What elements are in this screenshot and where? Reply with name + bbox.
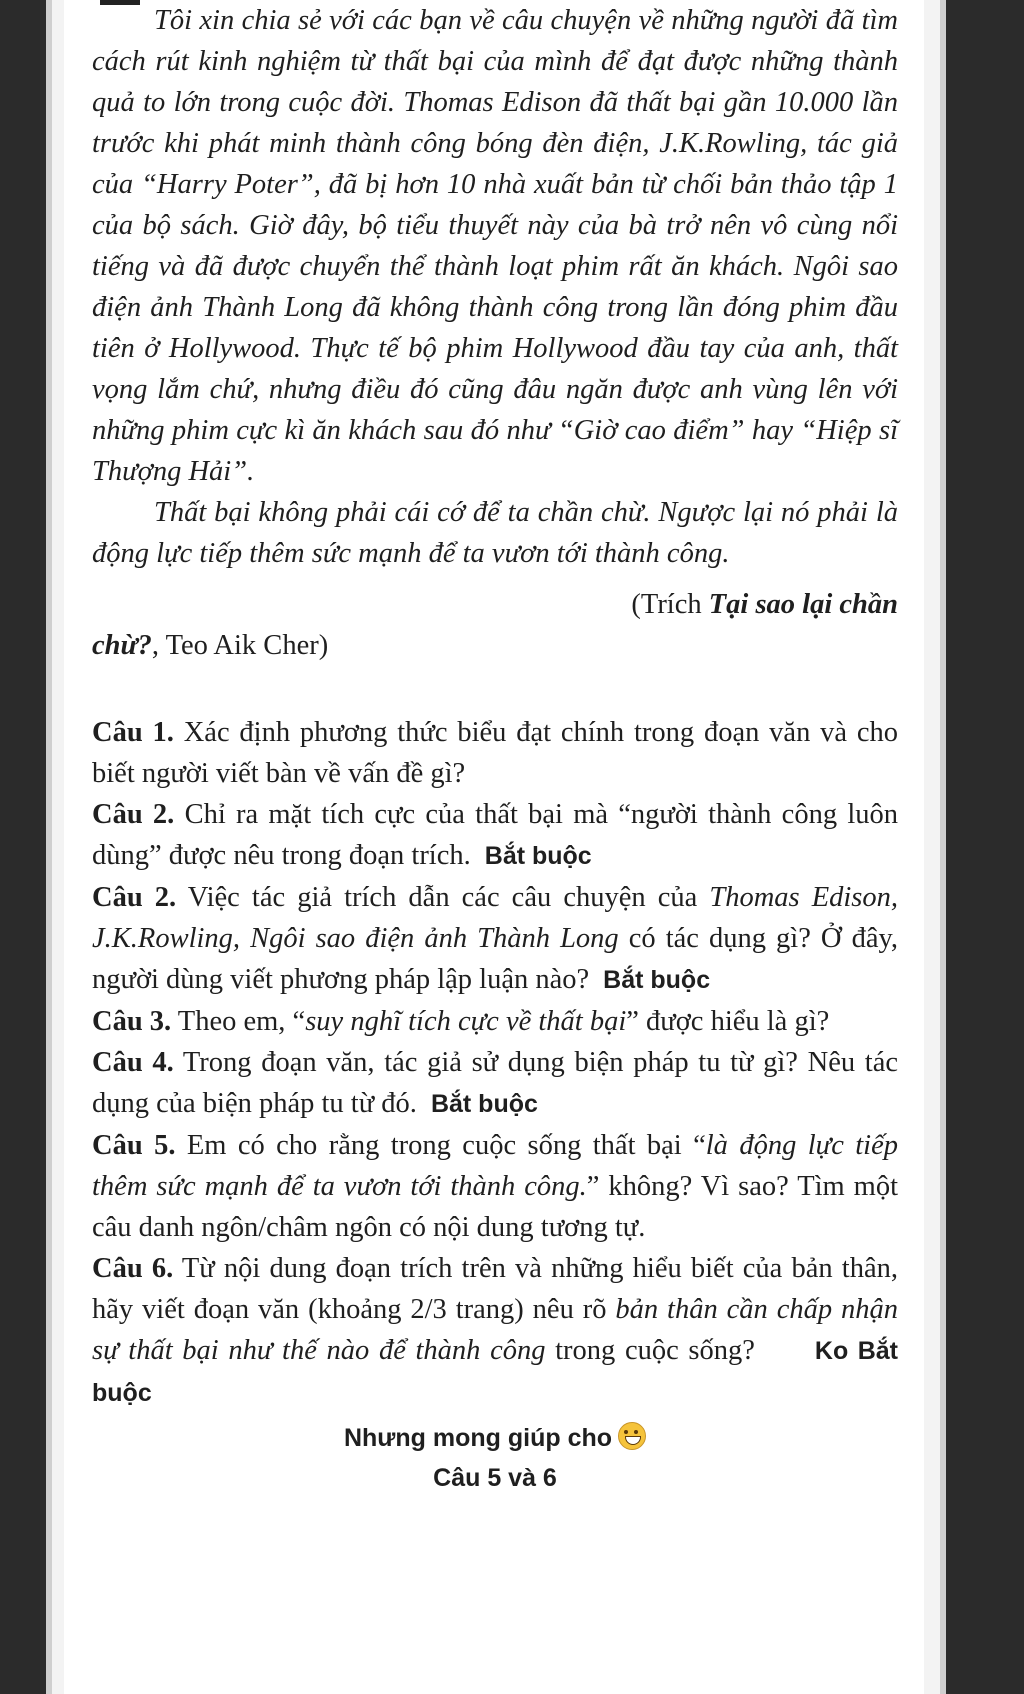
- optional-tag: Ko Bắt buộc: [92, 1337, 898, 1407]
- citation-title-part2: chừ?: [92, 630, 152, 661]
- spacer: [92, 666, 898, 712]
- citation-line-1: [92, 584, 898, 625]
- handwritten-note: [92, 1418, 898, 1498]
- note-line-1: Nhưng mong giúp cho: [92, 1418, 898, 1458]
- question-1: Câu 1. Xác định phương thức biểu đạt chính trong đoạn văn và cho biết người viết bàn về vấn đề gì?: [92, 717, 899, 789]
- passage-paragraph-1: Tôi xin chia sẻ với các bạn về câu chuyện về những người đã tìm cách rút kinh nghiệm từ thất bại của mình để đạt được những thành quả to lớn trong cuộc đời. Thomas Edison đã thất bại gần 10.000 lần trước khi phát minh thành công bóng đèn điện, J.K.Rowling, tác giả của “Harry Poter”, đã bị hơn 10 nhà xuất bản từ chối bản thảo tập 1 của bộ sách. Giờ đây, bộ tiểu thuyết này của bà trở nên vô cùng nổi tiếng và đã được chuyển thể thành loạt phim rất ăn khách. Ngôi sao điện ảnh Thành Long đã không thành công trong lần đóng phim đầu tiên ở Hollywood. Thực tế bộ phim Hollywood đầu tay của anh, thất vọng lắm chứ, nhưng điều đó cũng đâu ngăn được anh vùng lên với những phim cực kì ăn khách sau đó như “Giờ cao điểm” hay “Hiệp sĩ Thượng Hải”.: [92, 5, 898, 487]
- question-6: Câu 6. Từ nội dung đoạn trích trên và những hiểu biết của bản thân, hãy viết đoạn văn (khoảng 2/3 trang) nêu rõ bản thân cần chấp nhận sự thất bại như thế nào để thành công trong cuộc sống? Ko Bắt buộc: [92, 1253, 899, 1407]
- grinning-face-icon: [618, 1422, 646, 1450]
- left-photo-border: [0, 0, 64, 1694]
- right-photo-border: [924, 0, 1024, 1694]
- question-4: Câu 4. Trong đoạn văn, tác giả sử dụng biện pháp tu từ gì? Nêu tác dụng của biện pháp tu từ đó. Bắt buộc: [92, 1047, 898, 1119]
- required-tag: Bắt buộc: [603, 966, 711, 994]
- required-tag: Bắt buộc: [430, 1090, 538, 1118]
- document-page: [92, 0, 898, 1498]
- question-2a: Câu 2. Chỉ ra mặt tích cực của thất bại mà “người thành công luôn dùng” được nêu trong đoạn trích. Bắt buộc: [92, 799, 898, 871]
- passage-paragraph-2: Thất bại không phải cái cớ để ta chần chừ. Ngược lại nó phải là động lực tiếp thêm sức mạnh để ta vươn tới thành công.: [92, 497, 898, 569]
- question-3: Câu 3. Theo em, “suy nghĩ tích cực về thất bại” được hiểu là gì?: [92, 1006, 830, 1037]
- citation-line-2: [92, 625, 898, 666]
- citation-title-part1: Tại sao lại chần: [708, 589, 898, 620]
- note-line-2: Câu 5 và 6: [433, 1464, 557, 1492]
- citation-prefix: (Trích: [631, 589, 709, 620]
- citation-suffix: , Teo Aik Cher): [151, 630, 329, 661]
- required-tag: Bắt buộc: [484, 842, 592, 870]
- question-5: Câu 5. Em có cho rằng trong cuộc sống thất bại “là động lực tiếp thêm sức mạnh để ta vươn tới thành công.” không? Vì sao? Tìm một câu danh ngôn/châm ngôn có nội dung tương tự.: [92, 1130, 898, 1243]
- question-2b: Câu 2. Việc tác giả trích dẫn các câu chuyện của Thomas Edison, J.K.Rowling, Ngôi sao điện ảnh Thành Long có tác dụng gì? Ở đây, người dùng viết phương pháp lập luận nào? Bắt buộc: [92, 882, 898, 995]
